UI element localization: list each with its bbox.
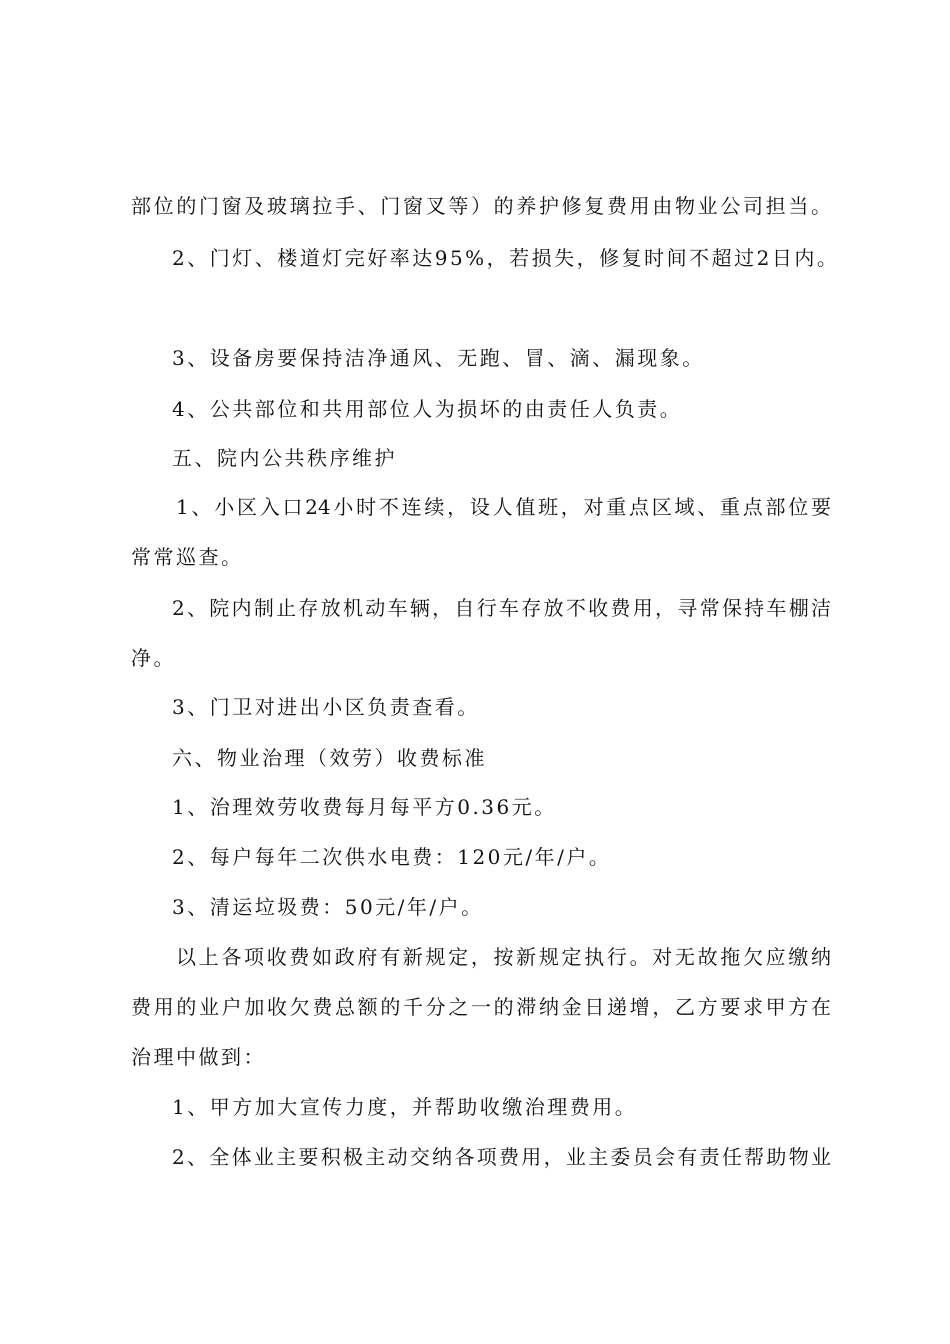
section-heading: 六、物业治理（效劳）收费标准 — [172, 746, 487, 770]
section-heading: 五、院内公共秩序维护 — [172, 446, 397, 470]
paragraph-line: 费用的业户加收欠费总额的千分之一的滞纳金日递增，乙方要求甲方在 — [131, 995, 831, 1019]
list-item: 3、门卫对进出小区负责查看。 — [172, 695, 480, 719]
paragraph-line: 部位的门窗及玻璃拉手、门窗叉等）的养护修复费用由物业公司担当。 — [131, 194, 831, 218]
list-item: 2、每户每年二次供水电费：120元/年/户。 — [172, 845, 612, 869]
paragraph-line: 以上各项收费如政府有新规定，按新规定执行。对无故拖欠应缴纳 — [176, 945, 831, 969]
list-item: 1、小区入口24小时不连续，设人值班，对重点区域、重点部位要 — [176, 495, 831, 519]
paragraph-line: 净。 — [131, 646, 176, 670]
paragraph-line: 治理中做到： — [131, 1045, 266, 1069]
paragraph-line: 常常巡查。 — [131, 545, 244, 569]
list-item: 1、治理效劳收费每月每平方0.36元。 — [172, 795, 557, 819]
list-item: 3、清运垃圾费：50元/年/户。 — [172, 895, 484, 919]
list-item: 2、院内制止存放机动车辆，自行车存放不收费用，寻常保持车棚洁 — [172, 596, 831, 620]
list-item: 2、门灯、楼道灯完好率达95%，若损失，修复时间不超过2日内。 — [172, 246, 840, 270]
list-item: 3、设备房要保持洁净通风、无跑、冒、滴、漏现象。 — [172, 346, 705, 370]
list-item: 2、全体业主要积极主动交纳各项费用，业主委员会有责任帮助物业 — [172, 1145, 831, 1169]
list-item: 4、公共部位和共用部位人为损坏的由责任人负责。 — [172, 397, 683, 421]
list-item: 1、甲方加大宣传力度，并帮助收缴治理费用。 — [172, 1095, 638, 1119]
